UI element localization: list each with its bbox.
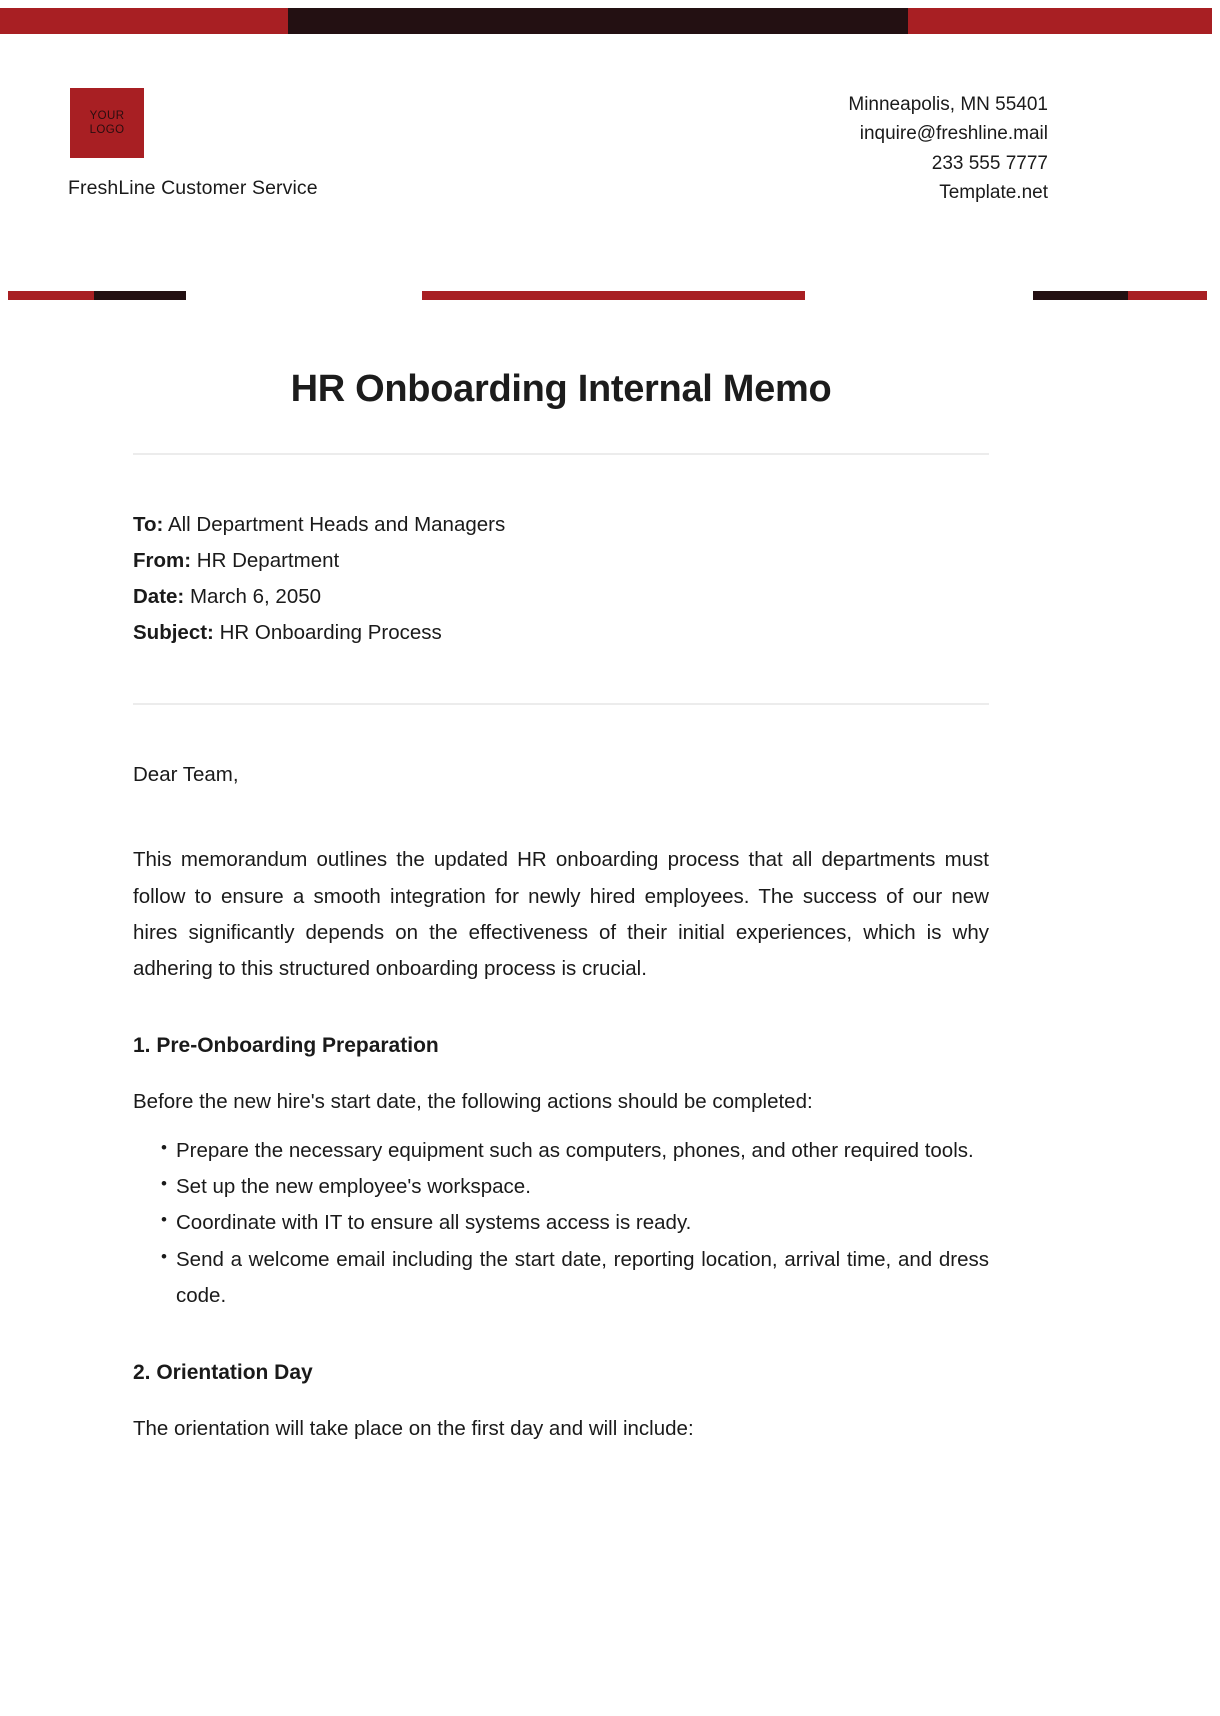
meta-value-date: March 6, 2050	[189, 585, 322, 609]
contact-website: Template.net	[939, 182, 1048, 204]
meta-label-date: Date:	[133, 585, 185, 609]
list-item: • Set up the new employee's workspace.	[163, 1169, 989, 1205]
list-item: • Coordinate with IT to ensure all systems access is ready.	[163, 1205, 989, 1241]
section-heading-2: 2. Orientation Day	[133, 1361, 313, 1385]
meta-value-subject: HR Onboarding Process	[219, 621, 442, 645]
top-bar-segment-red-left	[0, 8, 288, 34]
top-decorative-bar	[0, 8, 1220, 34]
contact-address: Minneapolis, MN 55401	[848, 94, 1048, 115]
page-title: HR Onboarding Internal Memo	[290, 368, 832, 410]
logo-line-2: LOGO	[89, 124, 125, 136]
meta-row-to	[133, 507, 989, 543]
top-bar-edge-padding	[1212, 8, 1220, 34]
mid-bar-red-left	[8, 291, 94, 300]
meta-label-subject: Subject:	[133, 621, 214, 645]
contact-block	[848, 90, 1048, 208]
section-lead-1: Before the new hire's start date, the following actions should be completed:	[133, 1090, 813, 1114]
meta-row-from	[133, 543, 989, 579]
middle-decorative-bars	[0, 291, 1220, 300]
meta-value-to: All Department Heads and Managers	[167, 513, 506, 536]
meta-value-from: HR Department	[196, 549, 340, 573]
logo-line-1: YOUR	[89, 109, 125, 122]
mid-bar-red-center	[422, 291, 805, 300]
meta-row-date	[133, 579, 989, 615]
memo-body	[133, 368, 989, 1447]
logo-placeholder	[70, 88, 144, 158]
meta-row-subject	[133, 615, 989, 651]
list-item: • Prepare the necessary equipment such as computers, phones, and other required tools.	[163, 1133, 989, 1169]
mid-bar-dark-left	[94, 291, 186, 300]
company-name: FreshLine Customer Service	[68, 177, 318, 199]
mid-bar-dark-right	[1033, 291, 1128, 300]
section-lead-2: The orientation will take place on the first day and will include:	[133, 1417, 694, 1441]
meta-label-to: To:	[133, 513, 164, 536]
intro-paragraph: This memorandum outlines the updated HR onboarding process that all departments must follow to ensure a smooth integration for newly hired employees. The success of our new hires significantly depends on the effectiveness of their initial experiences, which is why adhering to this structured onboarding process is crucial.	[133, 848, 989, 981]
salutation: Dear Team,	[133, 763, 239, 787]
memo-meta-block	[133, 455, 989, 651]
top-bar-segment-dark	[288, 8, 908, 34]
contact-phone: 233 555 7777	[931, 152, 1048, 174]
top-bar-segment-red-right	[908, 8, 1212, 34]
section-heading-1: 1. Pre-Onboarding Preparation	[133, 1034, 439, 1058]
section-1-bullet-list	[133, 1133, 989, 1314]
mid-bar-red-right	[1128, 291, 1207, 300]
letterhead	[0, 60, 1220, 230]
divider-bottom	[133, 703, 989, 705]
meta-label-from: From:	[133, 549, 192, 573]
list-item: • Send a welcome email including the start date, reporting location, arrival time, and dress code.	[163, 1242, 989, 1315]
contact-email: inquire@freshline.mail	[859, 123, 1048, 145]
